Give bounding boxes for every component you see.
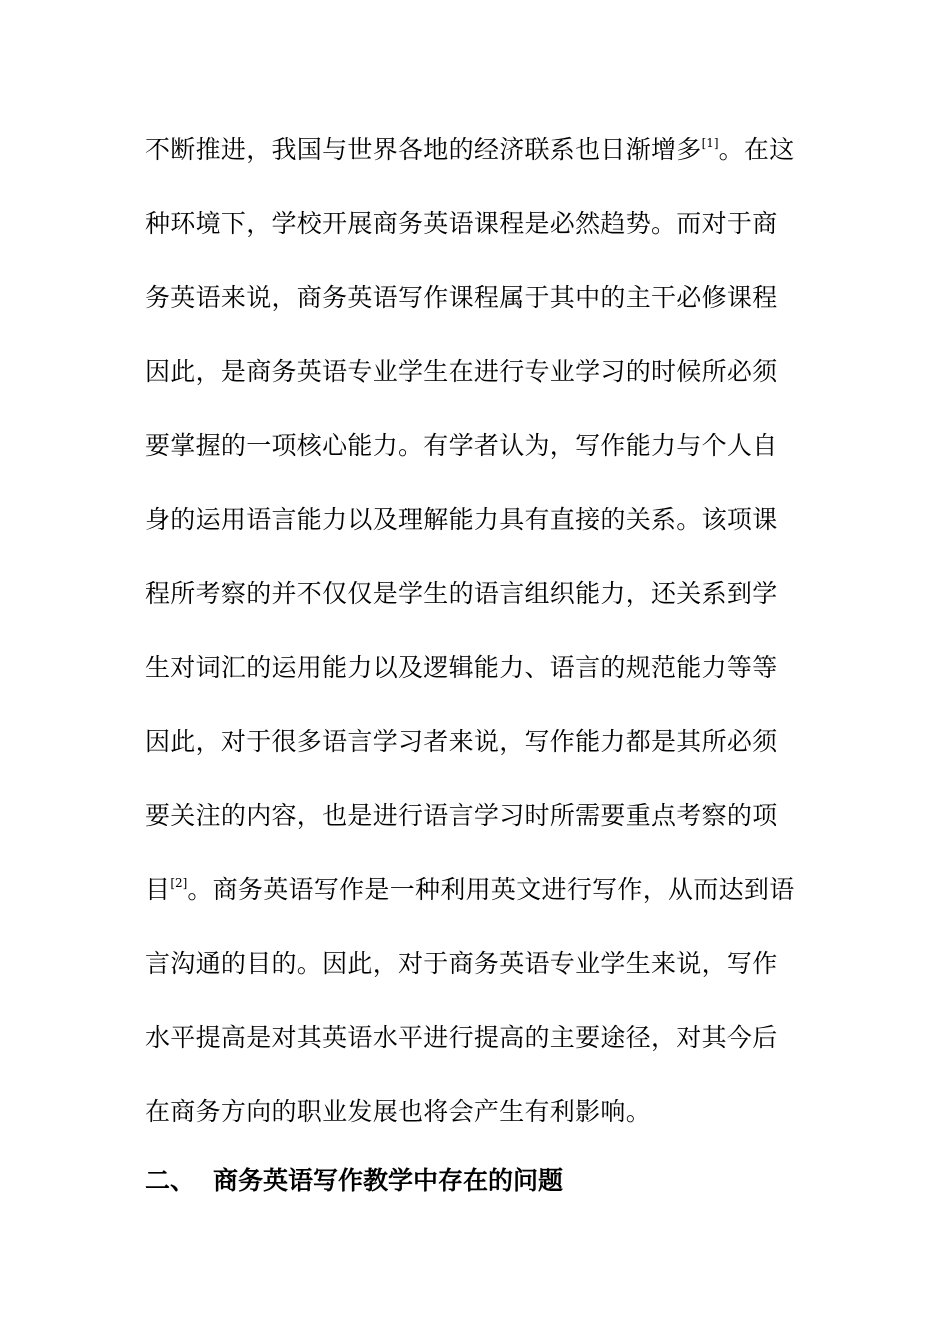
line-text: 在商务方向的职业发展也将会产生有利影响。 bbox=[145, 1097, 652, 1126]
line-text: 生对词汇的运用能力以及逻辑能力、语言的规范能力等等 bbox=[145, 653, 778, 682]
paragraph-line-8 bbox=[145, 652, 810, 684]
line-text-tail: 。在这 bbox=[718, 135, 795, 164]
paragraph-line-9 bbox=[145, 726, 810, 758]
paragraph-line-5 bbox=[145, 430, 810, 462]
paragraph-line-1 bbox=[145, 134, 810, 166]
line-text: 目 bbox=[145, 875, 171, 904]
line-text: 因此，是商务英语专业学生在进行专业学习的时候所必须 bbox=[145, 357, 778, 386]
line-text: 身的运用语言能力以及理解能力具有直接的关系。该项课 bbox=[145, 505, 778, 534]
line-text-tail: 。商务英语写作是一种利用英文进行写作，从而达到语 bbox=[187, 875, 795, 904]
line-text: 务英语来说，商务英语写作课程属于其中的主干必修课程 bbox=[145, 283, 778, 312]
line-text: 要关注的内容，也是进行语言学习时所需要重点考察的项 bbox=[145, 801, 778, 830]
line-text: 不断推进，我国与世界各地的经济联系也日渐增多 bbox=[145, 135, 702, 164]
line-text: 种环境下，学校开展商务英语课程是必然趋势。而对于商 bbox=[145, 209, 778, 238]
paragraph-line-10 bbox=[145, 800, 810, 832]
paragraph-line-4 bbox=[145, 356, 810, 388]
paragraph-line-7 bbox=[145, 578, 810, 610]
citation-reference: [1] bbox=[701, 135, 719, 150]
paragraph-line-13 bbox=[145, 1022, 810, 1054]
citation-reference: [2] bbox=[170, 875, 188, 890]
paragraph-line-12 bbox=[145, 948, 810, 980]
paragraph-line-3 bbox=[145, 282, 810, 314]
section-number: 二、 bbox=[145, 1166, 196, 1195]
line-text: 程所考察的并不仅仅是学生的语言组织能力，还关系到学 bbox=[145, 579, 778, 608]
paragraph-line-6 bbox=[145, 504, 810, 536]
line-text: 因此，对于很多语言学习者来说，写作能力都是其所必须 bbox=[145, 727, 778, 756]
line-text: 言沟通的目的。因此，对于商务英语专业学生来说，写作 bbox=[145, 949, 778, 978]
paragraph-line-14 bbox=[145, 1096, 810, 1128]
paragraph-line-11 bbox=[145, 874, 810, 906]
paragraph-line-2 bbox=[145, 208, 810, 240]
section-heading bbox=[145, 1165, 810, 1197]
line-text: 要掌握的一项核心能力。有学者认为，写作能力与个人自 bbox=[145, 431, 778, 460]
section-title: 商务英语写作教学中存在的问题 bbox=[213, 1166, 564, 1195]
line-text: 水平提高是对其英语水平进行提高的主要途径，对其今后 bbox=[145, 1023, 778, 1052]
